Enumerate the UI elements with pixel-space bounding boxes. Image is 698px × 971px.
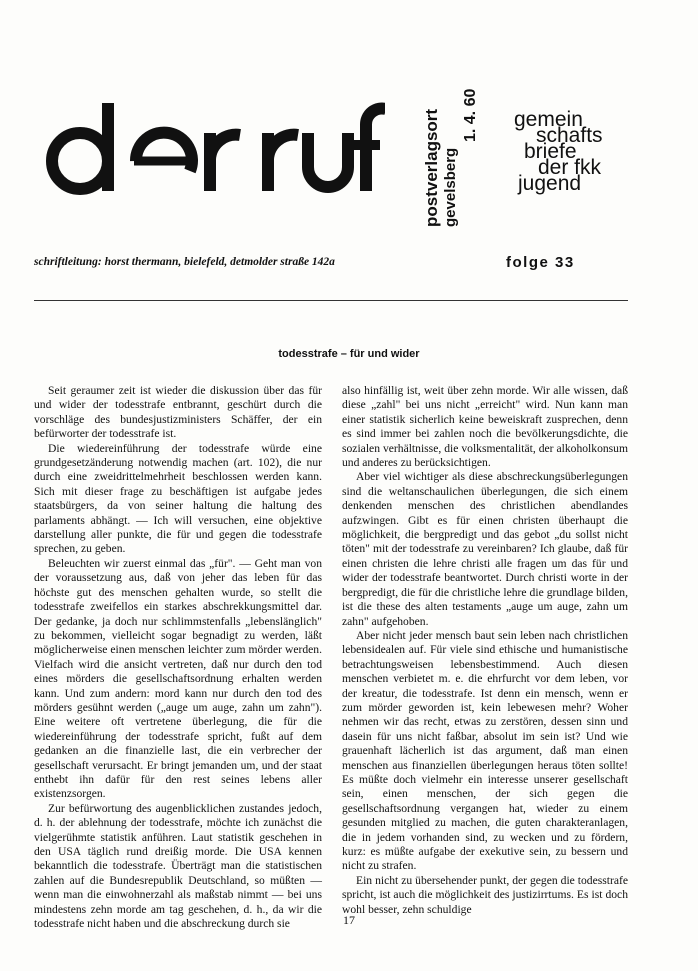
paragraph: Aber viel wichtiger als diese abschreckungsüberlegungen sind die weltanschaulichen überlegungen, die sich einem denkenden menschen des christlichen abendlandes aufzwingen. Gibt es für einen christen überhaupt die möglichkeit, die bergpredigt und das gebot „du sollst nicht töten" mit der todesstrafe zu vereinbaren? Ich glaube, daß für einen christen die lehre christi alle fragen um das für und wider der todesstrafe beantwortet. Durch christi worte in der bergpredigt, die für die christliche lehre die grundlage bilden, ist die these des alten testaments „auge um auge, zahn um zahn" aufgehoben. [342,470,628,628]
paragraph: Ein nicht zu übersehender punkt, der gegen die todesstrafe spricht, ist auch die möglichkeit des justizirrtums. Es ist doch wohl besser, zehn schuldige [342,873,628,916]
paragraph: Beleuchten wir zuerst einmal das „für". — Geht man von der voraussetzung aus, daß von jeher das leben für das höchste gut des menschen gehalten wurde, so stellt die todesstrafe zweifellos ein starkes abschrekkungsmittel dar. Der gedanke, ja doch nur schlimmstenfalls „lebenslänglich" zu bekommen, vielleicht sogar begnadigt zu werden, läßt möglicherweise einen menschen leichter zum mörder werden. Vielfach wird die ansicht vertreten, daß nur durch den tod eines mörders die gesellschaftsordnung erhalten werden kann. Und zum andern: mord kann nur durch den tod des mörders gesühnt werden („auge um auge, zahn um zahn"). Eine weitere oft vertretene überlegung, die für die wiedereinführung der todesstrafe spricht, fußt auf dem gedanken an die finanzielle last, die ein verbrecher der gesellschaft verursacht. Er bringt jemanden um, und der staat enthebt ihn dafür für den rest seines lebens aller existenzsorgen. [34,556,322,801]
article-column-right [342,384,628,917]
paragraph: Seit geraumer zeit ist wieder die diskussion über das für und wider der todesstrafe entbrannt, geschürt durch die vorschläge des bundesjustizministers Schäffer, der ein befürworter der todesstrafe ist. [34,384,322,441]
editorial-line: schriftleitung: horst thermann, bielefeld, detmolder straße 142a [34,256,335,268]
page-number: 17 [343,913,355,927]
issue-number: folge 33 [506,254,575,271]
series-line: gemein [514,108,583,131]
header-divider [34,300,628,301]
series-line: briefe [524,140,577,163]
series-line: jugend [518,172,582,195]
series-title [514,108,654,195]
der-ruf-logo [40,95,385,205]
paragraph: Aber nicht jeder mensch baut sein leben nach christlichen lebensidealen auf. Für viele sind ethische und humanistische betrachtungsweisen lebensbestimmend. Auch diesen menschen verbietet m. e. die ehrfurcht vor dem leben, vor der kreatur, die todesstrafe. Ist denn ein mensch, wenn er zum mörder geworden ist, kein lebewesen mehr? Woher nehmen wir das recht, etwas zu zerstören, dessen sinn und dasein für uns nicht faßbar, absolut im sein ist? Und wie grauenhaft lächerlich ist das argument, daß man einen menschen aus finanziellen überlegungen heraus töten sollte! Es müßte doch vielmehr ein interesse unserer gesellschaft sein, einen menschen, der sich gegen die gesellschaftsordnung vergangen hat, wieder zu einem gesunden mitglied zu machen, die guten charakteranlagen, die in jedem vorhanden sind, zu wecken und zu fördern, kurz: es müßte aufgabe der exekutive sein, zu bessern und nicht zu strafen. [342,628,628,873]
paragraph: Zur befürwortung des augenblicklichen zustandes jedoch, d. h. der ablehnung der todesstrafe, möchte ich zunächst die vielgerühmte statistik anführen. Laut statistik geschehen in den USA täglich rund dreißig morde. Die USA kennen bekanntlich die todesstrafe. Überträgt man die statistischen zahlen auf die Bundesrepublik Deutschland, so müßten — wenn man die einwohnerzahl als maßstab nimmt — bei uns mindestens zehn morde am tag geschehen, d. h., da wir die todesstrafe nicht haben und die abschreckung durch sie [34,801,322,931]
logo-label: der ruf [40,95,43,96]
series-line: schafts [536,124,603,147]
postal-date: 1. 4. 60 [462,88,479,142]
paragraph: also hinfällig ist, weit über zehn morde. Wir alle wissen, daß diese „zahl" bei uns nicht „erreicht" wird. Nun kann man einer statistik sicherlich keine beweiskraft zusprechen, denn es sind immer bei zahlen noch die bevölkerungsdichte, die sozialen verhältnisse, die volksmentalität, der alkoholkonsum und anderes zu berücksichtigen. [342,384,628,470]
series-line: der fkk [538,156,602,179]
article-title: todesstrafe – für und wider [278,348,420,360]
postal-line-1: postverlagsort [422,108,441,227]
article-column-left [34,384,322,931]
postal-info [420,82,490,232]
paragraph: Die wiedereinführung der todesstrafe würde eine grundgesetzänderung notwendig machen (art. 102), die nur durch eine zweidrittelmehrheit beschlossen werden kann. Sich mit dieser frage zu beschäftigen ist aufgabe jedes staatsbürgers, da von seiner haltung die haltung des parlaments abhängt. — Ich will versuchen, eine objektive darstellung aller punkte, die für und gegen die todesstrafe sprechen, zu geben. [34,441,322,556]
postal-line-2: gevelsberg [442,147,459,227]
